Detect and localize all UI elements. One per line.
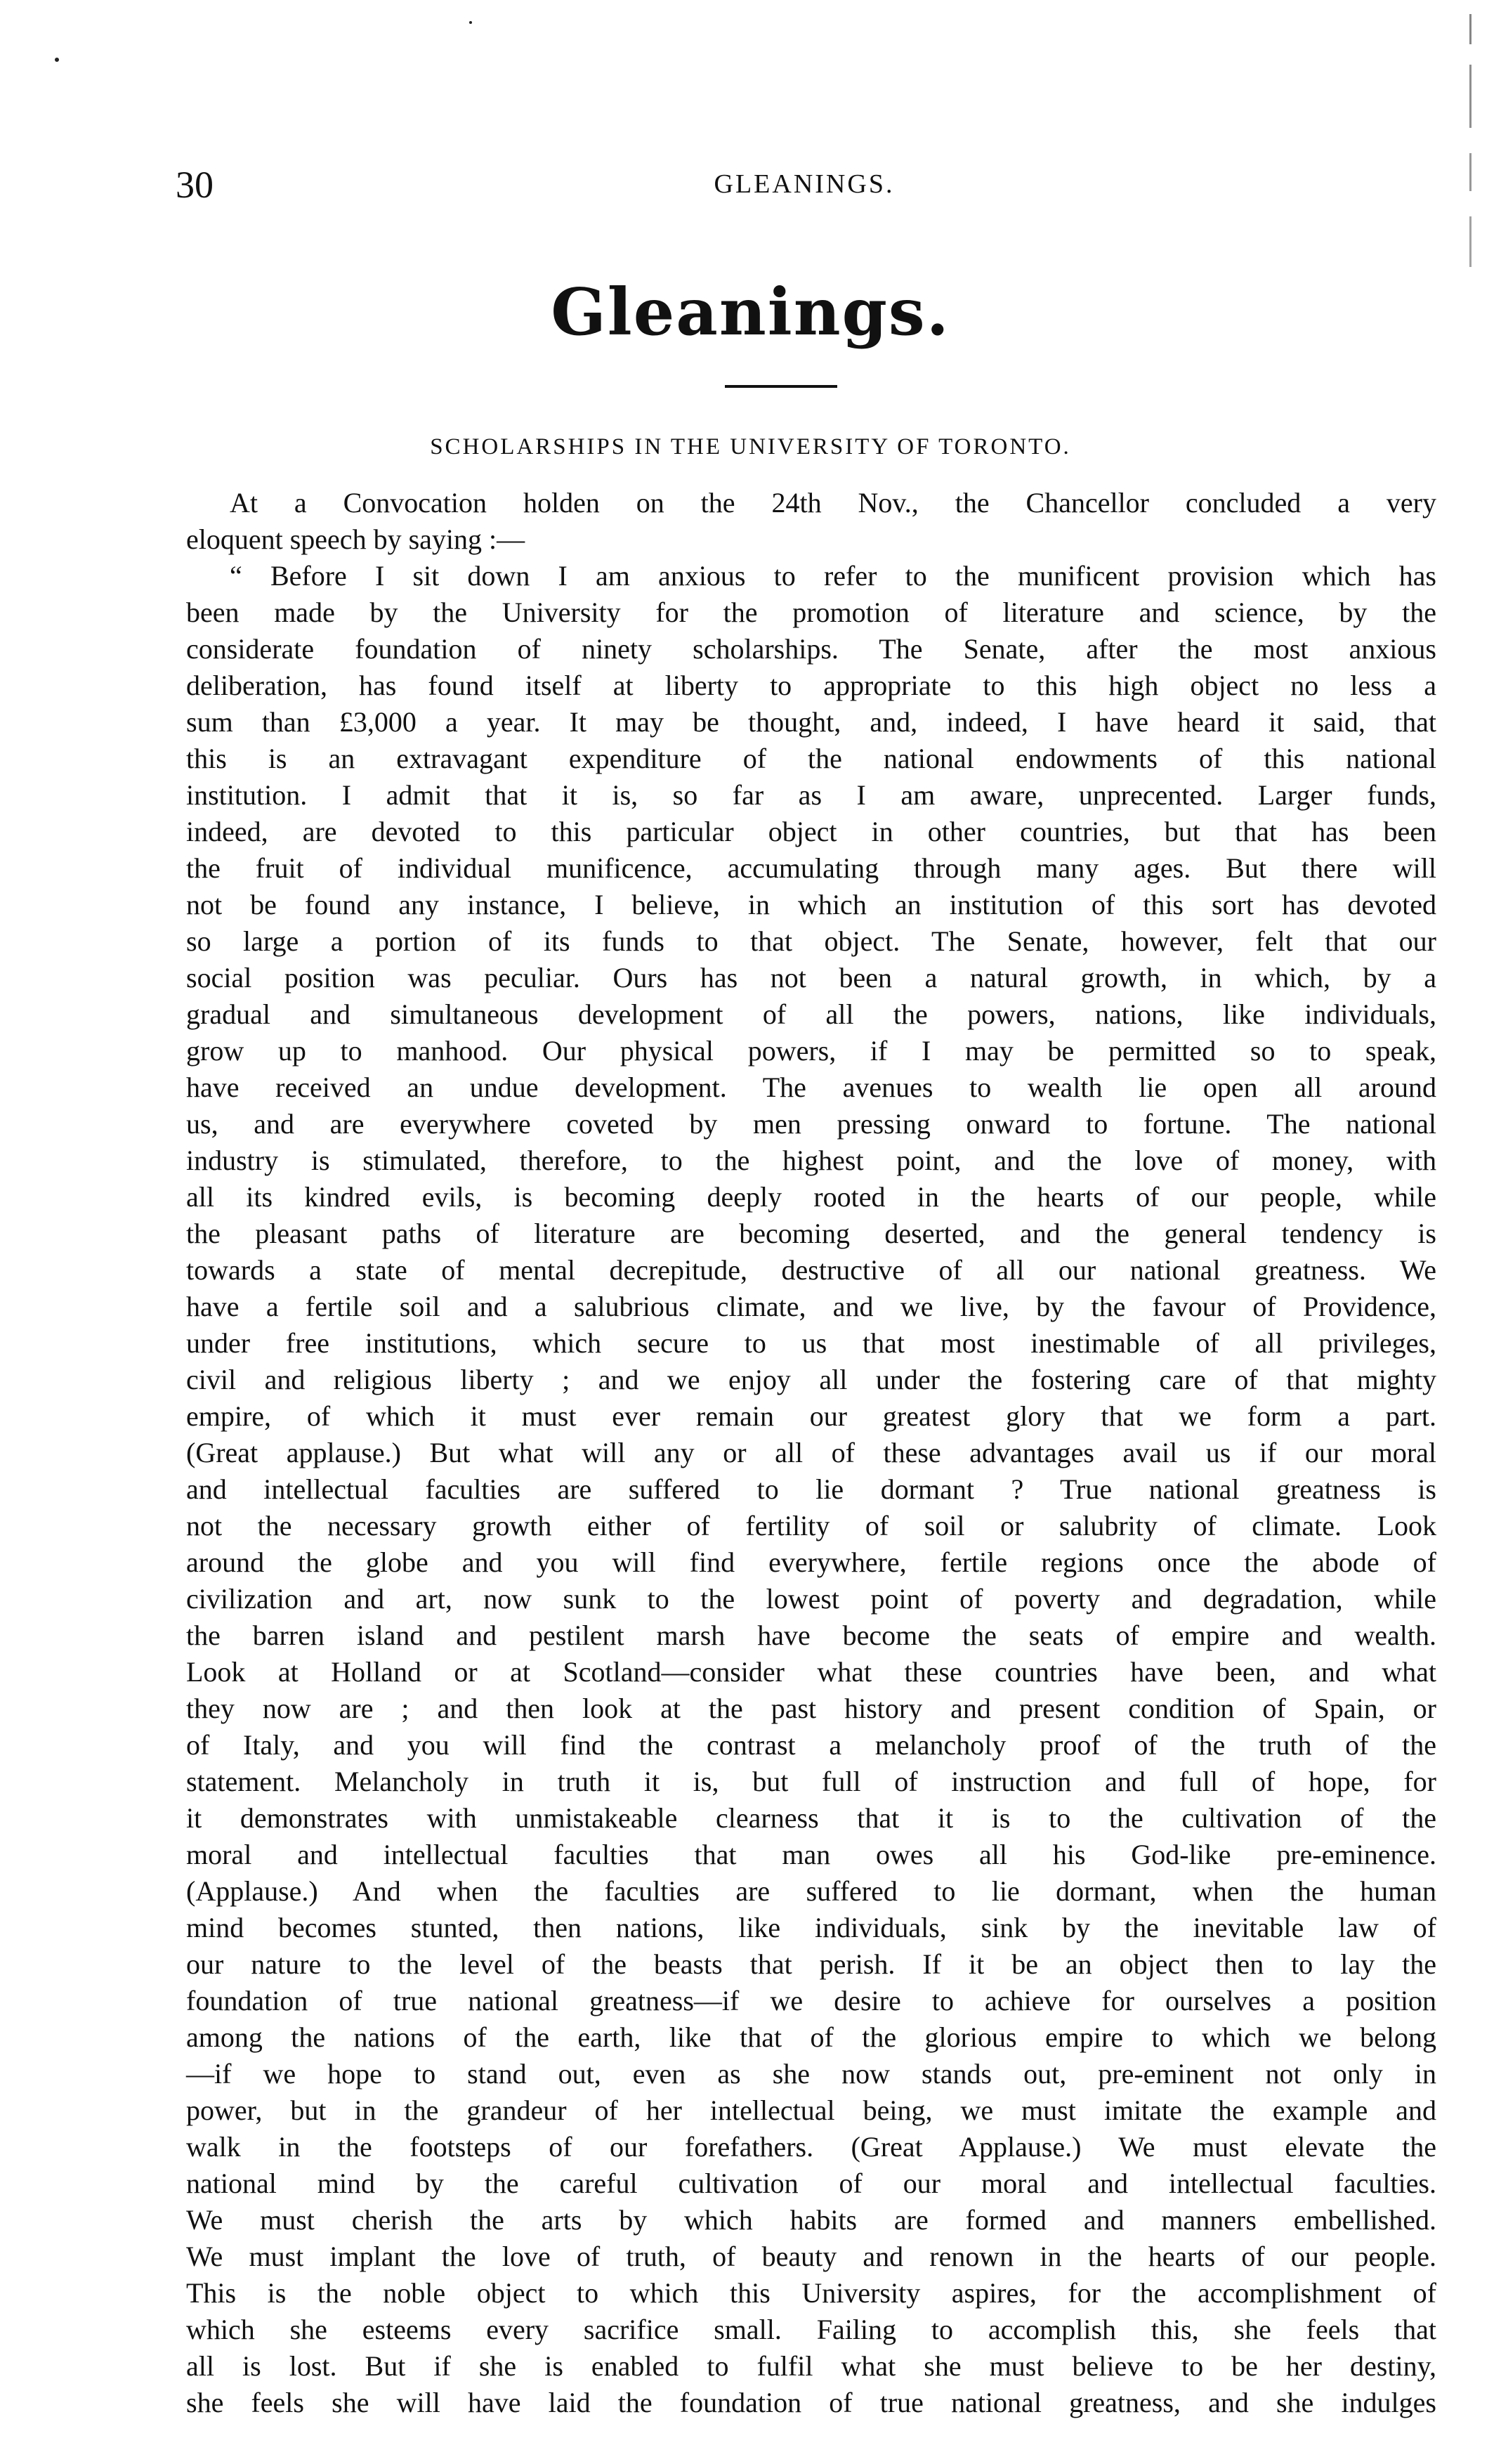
text-line: all is lost. But if she is enabled to fulfil what she must believe to be her destiny, [186,2350,1436,2382]
text-line: deliberation, has found itself at liberty to appropriate to this high object no less a [186,670,1436,701]
text-line: among the nations of the earth, like that of the glorious empire to which we belong [186,2021,1436,2053]
text-line: mind becomes stunted, then nations, like individuals, sink by the inevitable law of [186,1912,1436,1943]
text-line: indeed, are devoted to this particular object in other countries, but that has been [186,816,1436,847]
text-line: (Applause.) And when the faculties are suffered to lie dormant, when the human [186,1875,1436,1907]
text-line: they now are ; and then look at the past history and present condition of Spain, or [186,1693,1436,1724]
text-line: have a fertile soil and a salubrious climate, and we live, by the favour of Providence, [186,1291,1436,1322]
text-line: this is an extravagant expenditure of the national endowments of this national [186,743,1436,774]
text-line: been made by the University for the promotion of literature and science, by the [186,597,1436,628]
page-number: 30 [176,164,214,206]
text-line: power, but in the grandeur of her intellectual being, we must imitate the example and [186,2094,1436,2126]
text-line: us, and are everywhere coveted by men pressing onward to fortune. The national [186,1108,1436,1140]
text-line: —if we hope to stand out, even as she now stands out, pre-eminent not only in [186,2058,1436,2090]
text-line: towards a state of mental decrepitude, destructive of all our national greatness. We [186,1254,1436,1286]
text-line: sum than £3,000 a year. It may be thought, and, indeed, I have heard it said, that [186,706,1436,738]
text-line: statement. Melancholy in truth it is, but full of instruction and full of hope, for [186,1766,1436,1797]
section-title: Gleanings. [551,274,950,350]
running-head [176,163,1433,212]
text-line: she feels she will have laid the foundation of true national greatness, and she indulges [186,2387,1436,2418]
text-line: have received an undue development. The avenues to wealth lie open all around [186,1071,1436,1103]
text-line: This is the noble object to which this University aspires, for the accomplishment of [186,2277,1436,2309]
text-line: not be found any instance, I believe, in which an institution of this sort has devoted [186,889,1436,920]
text-line: industry is stimulated, therefore, to the highest point, and the love of money, with [186,1145,1436,1176]
text-line: our nature to the level of the beasts that perish. If it be an object then to lay the [186,1948,1436,1980]
text-line: not the necessary growth either of fertility of soil or salubrity of climate. Look [186,1510,1436,1541]
text-line: of Italy, and you will find the contrast a melancholy proof of the truth of the [186,1729,1436,1761]
text-line: national mind by the careful cultivation of our moral and intellectual faculties. [186,2168,1436,2199]
text-line: under free institutions, which secure to us that most inestimable of all privileges, [186,1327,1436,1359]
text-line: civil and religious liberty ; and we enjoy all under the fostering care of that mighty [186,1364,1436,1395]
text-line: institution. I admit that it is, so far as I am aware, unprecented. Larger funds, [186,779,1436,811]
text-line: walk in the footsteps of our forefathers. (Great Applause.) We must elevate the [186,2131,1436,2163]
article-body [186,485,1436,2421]
title-rule [725,385,837,388]
text-line: around the globe and you will find everywhere, fertile regions once the abode of [186,1546,1436,1578]
article-heading: SCHOLARSHIPS IN THE UNIVERSITY OF TORONTO. [430,434,1071,459]
text-line: (Great applause.) But what will any or all of these advantages avail us if our moral [186,1437,1436,1468]
text-line: the pleasant paths of literature are becoming deserted, and the general tendency is [186,1218,1436,1249]
text-line: We must implant the love of truth, of beauty and renown in the hearts of our people. [186,2241,1436,2272]
binding-edge-mark [1469,14,1471,267]
text-line: all its kindred evils, is becoming deeply rooted in the hearts of our people, while [186,1181,1436,1213]
text-line: moral and intellectual faculties that man owes all his God-like pre-eminence. [186,1839,1436,1870]
text-line: eloquent speech by saying :— [186,523,525,555]
text-line: and intellectual faculties are suffered to lie dormant ? True national greatness is [186,1473,1436,1505]
text-line: social position was peculiar. Ours has not been a natural growth, in which, by a [186,962,1436,993]
ink-speck [469,21,472,24]
text-line: grow up to manhood. Our physical powers, if I may be permitted so to speak, [186,1035,1436,1067]
text-line: At a Convocation holden on the 24th Nov., the Chancellor concluded a very [230,487,1436,519]
text-line: so large a portion of its funds to that object. The Senate, however, felt that our [186,925,1436,957]
ink-speck [55,58,59,62]
paragraph [186,558,1436,2421]
running-title: GLEANINGS. [714,169,895,199]
text-line: which she esteems every sacrifice small. Failing to accomplish this, she feels that [186,2314,1436,2345]
text-line: considerate foundation of ninety scholarships. The Senate, after the most anxious [186,633,1436,665]
text-line: “ Before I sit down I am anxious to refer to the munificent provision which has [230,560,1436,592]
paragraph [186,485,1436,558]
text-line: We must cherish the arts by which habits are formed and manners embellished. [186,2204,1436,2236]
text-line: Look at Holland or at Scotland—consider what these countries have been, and what [186,1656,1436,1688]
text-line: gradual and simultaneous development of all the powers, nations, like individuals, [186,998,1436,1030]
text-line: foundation of true national greatness—if we desire to achieve for ourselves a position [186,1985,1436,2016]
text-line: the fruit of individual munificence, accumulating through many ages. But there will [186,852,1436,884]
text-line: it demonstrates with unmistakeable clearness that it is to the cultivation of the [186,1802,1436,1834]
text-line: civilization and art, now sunk to the lowest point of poverty and degradation, while [186,1583,1436,1615]
text-line: empire, of which it must ever remain our greatest glory that we form a part. [186,1400,1436,1432]
text-line: the barren island and pestilent marsh have become the seats of empire and wealth. [186,1619,1436,1651]
